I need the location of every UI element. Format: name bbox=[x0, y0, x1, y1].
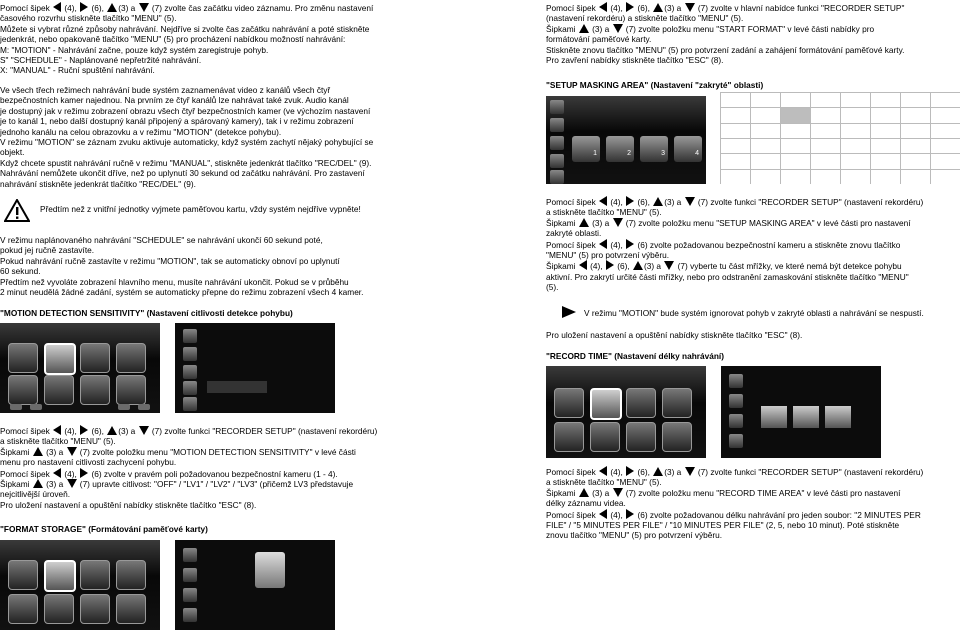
mask-grid-cell bbox=[750, 169, 781, 184]
arrow-down-icon bbox=[613, 488, 623, 497]
text-segment: Šipkami bbox=[0, 479, 32, 490]
mask-grid-cell bbox=[780, 107, 811, 123]
mask-grid-cell bbox=[720, 153, 751, 169]
text-line bbox=[0, 436, 377, 446]
arrow-up-icon bbox=[653, 467, 663, 476]
text-segment: (7) zvolte čas začátku video záznamu. Pro změnu nastavení bbox=[149, 3, 374, 13]
arrow-down-icon bbox=[685, 197, 695, 206]
arrow-left-icon bbox=[579, 260, 587, 270]
screenshot-masking-grid bbox=[720, 92, 960, 184]
menu-side-icon bbox=[550, 154, 564, 168]
text-line bbox=[546, 45, 904, 55]
text-segment: (4), bbox=[608, 3, 626, 13]
mask-grid-cell bbox=[870, 138, 901, 154]
text-segment: (4), bbox=[62, 426, 80, 436]
camera-tile-2: 2 bbox=[606, 136, 634, 162]
text-segment: (7) zvolte položku menu "MOTION DETECTION SENSITIVITY" v levé části bbox=[77, 446, 356, 457]
menu-side-icon bbox=[183, 381, 197, 395]
arrow-down-icon bbox=[685, 3, 695, 12]
mask-grid-cell bbox=[780, 169, 811, 184]
text-line bbox=[546, 196, 923, 207]
text-segment: (6), bbox=[614, 261, 632, 272]
text-segment: a stiskněte tlačítko "MENU" (5). bbox=[0, 436, 116, 447]
text-line: pokud jej ručně zastavíte. bbox=[0, 245, 95, 256]
arrow-up-icon bbox=[653, 3, 663, 12]
text-line bbox=[546, 207, 923, 217]
text-segment: (6) zvolte požadovanou bezpečnostní kameru a stiskněte znovu tlačítko bbox=[635, 239, 901, 250]
rec-icon bbox=[44, 343, 76, 375]
text-line bbox=[546, 218, 923, 228]
screenshot-main-menu bbox=[0, 323, 160, 413]
text-segment: Pomocí šipek bbox=[546, 509, 599, 520]
mask-grid-cell bbox=[780, 92, 811, 108]
text-line: bezpečnostních kamer najednou. Na prvním ze čtyř kanálů lze nahrávat také zvuk. Audio kanál bbox=[0, 95, 349, 106]
mask-grid-cell bbox=[870, 153, 901, 169]
menu-side-icon bbox=[729, 434, 743, 448]
arrow-left-icon bbox=[599, 466, 607, 476]
text-line: je to kanál 1, nebo další dostupný kanál připojený a spárovaný kamery), tak i v režimu zobrazení bbox=[0, 116, 354, 127]
screenshot-record-time bbox=[721, 366, 881, 458]
camera-tile-1: 1 bbox=[572, 136, 600, 162]
mask-grid-cell bbox=[930, 138, 960, 154]
text-line bbox=[546, 13, 904, 23]
text-segment: (6), bbox=[635, 3, 653, 13]
text-segment: (4), bbox=[608, 239, 626, 250]
arrow-down-icon bbox=[613, 24, 623, 33]
masking-save: Pro uložení nastavení a opuštění nabídky stiskněte tlačítko "ESC" (8). bbox=[546, 330, 803, 340]
arrow-up-icon bbox=[579, 24, 589, 33]
text-segment: Šipkami bbox=[0, 446, 32, 457]
text-line: Předtím než vyvoláte zobrazení hlavního menu, musíte nahrávání ukončit. Pokud se v průběhu bbox=[0, 276, 349, 287]
draw-icon bbox=[80, 560, 110, 590]
tools-icon bbox=[662, 388, 692, 418]
text-segment: (6), bbox=[89, 3, 107, 13]
rec-icon bbox=[590, 388, 622, 420]
text-segment: (6), bbox=[635, 467, 653, 477]
mask-grid-cell bbox=[900, 92, 931, 108]
text-line bbox=[546, 2, 904, 13]
text-segment: X: "MANUAL" - Ruční spuštění nahrávání. bbox=[0, 65, 155, 76]
text-line bbox=[546, 509, 923, 520]
text-line bbox=[0, 425, 377, 436]
mask-grid-cell bbox=[810, 138, 841, 154]
text-segment: (7) zvolte položku menu "SETUP MASKING AREA" v levé části pro nastavení bbox=[623, 217, 911, 228]
heading-record-time: "RECORD TIME" (Nastavení délky nahrávání) bbox=[546, 351, 724, 361]
mask-grid-cell bbox=[900, 138, 931, 154]
arrow-right-icon bbox=[80, 2, 88, 12]
intro-block bbox=[0, 2, 373, 76]
stop-recording-paragraph bbox=[0, 235, 363, 297]
arrow-left-icon bbox=[599, 2, 607, 12]
mask-grid-cell bbox=[930, 107, 960, 123]
arrow-right-icon bbox=[626, 196, 634, 206]
text-line: V režimu naplánovaného nahrávání "SCHEDULE" se nahrávání ukončí 60 sekund poté, bbox=[0, 235, 323, 245]
text-segment: (3) a bbox=[118, 426, 138, 436]
channels-paragraph bbox=[0, 85, 373, 189]
tools-icon bbox=[116, 343, 146, 373]
arrow-up-icon bbox=[33, 479, 43, 488]
arrow-left-icon bbox=[599, 196, 607, 206]
mask-grid-cell bbox=[780, 138, 811, 154]
off-button-2 bbox=[138, 404, 150, 410]
mask-grid-cell bbox=[750, 92, 781, 108]
camera-3-icon bbox=[44, 375, 74, 405]
menu-side-icon bbox=[729, 394, 743, 408]
text-line bbox=[546, 498, 923, 508]
text-line bbox=[0, 500, 377, 510]
mask-grid-cell bbox=[810, 169, 841, 184]
arrow-down-icon bbox=[139, 426, 149, 435]
text-segment: (4), bbox=[62, 3, 80, 13]
text-segment: (4), bbox=[608, 467, 626, 477]
heading-motion-detection: "MOTION DETECTION SENSITIVITY" (Nastavení citlivosti detekce pohybu) bbox=[0, 308, 293, 318]
text-segment: (6), bbox=[89, 426, 107, 436]
text-line: Pokud nahrávání ručně zastavíte v režimu "MOTION", tak se automaticky obnoví po uplynutí bbox=[0, 255, 340, 266]
camera-2-icon bbox=[554, 422, 584, 452]
text-segment: Šipkami bbox=[546, 217, 578, 228]
camera-3-icon bbox=[590, 422, 620, 452]
text-line bbox=[0, 447, 377, 457]
menu-side-icon bbox=[550, 136, 564, 150]
mask-grid-cell bbox=[720, 169, 751, 184]
text-segment: (4), bbox=[62, 468, 80, 479]
text-line bbox=[0, 24, 373, 34]
text-segment: (4), bbox=[608, 509, 626, 520]
arrow-right-icon bbox=[626, 466, 634, 476]
mask-grid-cell bbox=[870, 123, 901, 139]
time-option-2 bbox=[761, 406, 787, 428]
text-segment: Šipkami bbox=[546, 261, 578, 272]
text-line bbox=[546, 272, 923, 282]
text-line: Ve všech třech režimech nahrávání bude systém zaznamenávat video z kanálů všech čtyř bbox=[0, 85, 331, 95]
menu-side-icon bbox=[183, 365, 197, 379]
arrow-up-icon bbox=[579, 218, 589, 227]
format-instructions bbox=[546, 2, 904, 65]
text-segment: FILE" / "5 MINUTES PER FILE" / "10 MINUTES PER FILE" (2, 5, nebo 10 minut). Poté stiskněte bbox=[546, 520, 900, 531]
heading-format-storage: "FORMAT STORAGE" (Formátování paměťové karty) bbox=[0, 524, 208, 534]
film-icon bbox=[662, 422, 692, 452]
arrow-down-icon bbox=[139, 3, 149, 12]
text-line bbox=[546, 477, 923, 487]
mask-grid-cell bbox=[870, 92, 901, 108]
text-line: je dostupný jak v režimu zobrazení obrazu všech čtyř bezpečnostních kamer (ve výchozím nastavení bbox=[0, 105, 371, 116]
mask-grid-cell bbox=[870, 169, 901, 184]
arrow-down-icon bbox=[613, 218, 623, 227]
menu-side-icon bbox=[550, 118, 564, 132]
text-segment: Pomocí šipek bbox=[0, 468, 53, 479]
text-line bbox=[546, 260, 923, 271]
text-segment: (3) a bbox=[589, 217, 612, 228]
menu-side-icon bbox=[183, 329, 197, 343]
text-line bbox=[546, 239, 923, 250]
text-segment: Šipkami bbox=[546, 487, 578, 498]
draw-icon bbox=[80, 343, 110, 373]
menu-side-icon bbox=[183, 588, 197, 602]
text-segment: (4), bbox=[587, 261, 605, 272]
text-segment: (3) a bbox=[43, 479, 66, 490]
text-segment: Stiskněte znovu tlačítko "MENU" (5) pro potvrzení zadání a zahájení formátování paměťové karty. bbox=[546, 44, 905, 55]
text-line bbox=[0, 45, 373, 55]
text-line: objekt. bbox=[0, 147, 25, 158]
motion-instructions bbox=[0, 425, 377, 510]
warning-icon bbox=[4, 199, 30, 222]
screenshot-masking-menu bbox=[546, 96, 706, 184]
menu-side-icon bbox=[183, 347, 197, 361]
text-segment: (3) a bbox=[664, 467, 684, 477]
arrow-left-icon bbox=[53, 468, 61, 478]
text-segment: (6) zvolte v pravém poli požadovanou bezpečnostní kameru (1 - 4). bbox=[89, 468, 338, 479]
text-line bbox=[546, 55, 904, 65]
text-line: V režimu "MOTION" se záznam zvuku aktivuje automaticky, když systém zachytí nějaký pohybující se bbox=[0, 137, 374, 148]
text-line bbox=[0, 457, 377, 467]
mask-grid-cell bbox=[930, 92, 960, 108]
mask-grid-cell bbox=[900, 123, 931, 139]
text-line: Když chcete spustit nahrávání ručně v režimu "MANUAL", stiskněte jedenkrát tlačítko "REC/DEL" (9). bbox=[0, 157, 372, 168]
arrow-up-icon bbox=[33, 447, 43, 456]
text-segment: znovu tlačítko "MENU" (5) pro potvrzení výběru. bbox=[546, 530, 723, 541]
text-segment: (7) zvolte funkci "RECORDER SETUP" (nastavení rekordéru) bbox=[149, 426, 378, 436]
arrow-right-icon bbox=[606, 260, 614, 270]
text-line bbox=[546, 34, 904, 44]
text-segment: "MENU" (5) pro potvrzení výběru. bbox=[546, 250, 670, 261]
mask-grid-cell bbox=[810, 123, 841, 139]
arrow-left-icon bbox=[53, 425, 61, 435]
time-option-10 bbox=[825, 406, 851, 428]
text-line bbox=[0, 13, 373, 23]
text-segment: Pomocí šipek bbox=[546, 197, 599, 207]
mask-grid-cell bbox=[810, 153, 841, 169]
text-segment: Pomocí šipek bbox=[546, 467, 599, 477]
tools-icon bbox=[116, 560, 146, 590]
camera-2-icon bbox=[8, 594, 38, 624]
text-segment: (7) upravte citlivost: "OFF" / "LV1" / "LV2" / "LV3" (přičemž LV3 představuje bbox=[77, 479, 354, 490]
arrow-right-icon bbox=[80, 425, 88, 435]
arrow-right-icon bbox=[626, 2, 634, 12]
masking-note: V režimu "MOTION" bude systém ignorovat pohyb v zakryté oblasti a nahrávání se nespustí. bbox=[584, 308, 924, 318]
menu-side-icon bbox=[729, 374, 743, 388]
mask-grid-cell bbox=[900, 107, 931, 123]
mask-grid-cell bbox=[750, 123, 781, 139]
level-bar bbox=[207, 381, 267, 393]
camera-icon bbox=[554, 388, 584, 418]
arrow-down-icon bbox=[685, 467, 695, 476]
heading-masking-area: "SETUP MASKING AREA" (Nastavení "zakryté" oblasti) bbox=[546, 80, 764, 90]
text-line bbox=[546, 250, 923, 260]
text-line bbox=[0, 479, 377, 489]
text-segment: délky záznamu videa. bbox=[546, 498, 626, 509]
mask-grid-cell bbox=[900, 153, 931, 169]
text-segment: M: "MOTION" - Nahrávání začne, pouze když systém zaregistruje pohyb. bbox=[0, 44, 269, 55]
text-segment: Pro uložení nastavení a opuštění nabídky stiskněte tlačítko "ESC" (8). bbox=[0, 499, 257, 510]
text-segment: Šipkami bbox=[546, 23, 578, 34]
mask-grid-cell bbox=[870, 107, 901, 123]
camera-icon bbox=[8, 560, 38, 590]
text-line: 60 sekund. bbox=[0, 266, 41, 277]
text-segment: zakryté oblasti. bbox=[546, 228, 602, 239]
text-line bbox=[546, 488, 923, 498]
text-segment: (3) a bbox=[643, 261, 664, 272]
text-segment: jedenkrát, nebo opakovaně tlačítko "MENU" (5) pro procházení nabídkou možností nahrávání: bbox=[0, 34, 346, 45]
mask-grid-cell bbox=[840, 153, 871, 169]
screenshot-format-card bbox=[175, 540, 335, 630]
text-segment: (7) zvolte funkci "RECORDER SETUP" (nastavení rekordéru) bbox=[695, 467, 924, 477]
text-line bbox=[0, 55, 373, 65]
mask-grid-cell bbox=[750, 107, 781, 123]
sd-card-icon bbox=[255, 552, 285, 588]
text-segment: (3) a bbox=[664, 197, 684, 207]
text-segment: Pomocí šipek bbox=[546, 3, 599, 13]
menu-side-icon bbox=[183, 548, 197, 562]
off-button bbox=[30, 404, 42, 410]
text-line bbox=[546, 530, 923, 540]
time-option-5 bbox=[793, 406, 819, 428]
text-segment: aktivní. Pro zakrytí určité části mřížky, nebo pro odstranění zamaskování stiskněte tlačítko "MENU" bbox=[546, 271, 909, 282]
menu-side-icon bbox=[729, 414, 743, 428]
text-segment: (3) a bbox=[589, 487, 612, 498]
text-segment: a stiskněte tlačítko "MENU" (5). bbox=[546, 477, 662, 488]
text-segment: a stiskněte tlačítko "MENU" (5). bbox=[546, 207, 662, 218]
menu-side-icon bbox=[183, 568, 197, 582]
mask-grid-cell bbox=[750, 138, 781, 154]
arrow-up-icon bbox=[579, 488, 589, 497]
camera-2-icon bbox=[8, 375, 38, 405]
note-arrow-icon bbox=[562, 306, 576, 318]
text-segment: Pomocí šipek bbox=[0, 3, 53, 13]
warning-text: Předtím než z vnitřní jednotky vyjmete paměťovou kartu, vždy systém nejdříve vypněte! bbox=[40, 204, 361, 214]
mask-grid-cell bbox=[930, 123, 960, 139]
mask-grid-cell bbox=[810, 107, 841, 123]
rec-icon bbox=[44, 560, 76, 592]
text-segment: (7) zvolte položku menu "RECORD TIME AREA" v levé části pro nastavení bbox=[623, 487, 901, 498]
mask-grid-cell bbox=[810, 92, 841, 108]
arrow-up-icon bbox=[653, 197, 663, 206]
on-button-2 bbox=[118, 404, 130, 410]
text-segment: časového rozvrhu stiskněte tlačítko "MENU" (5). bbox=[0, 13, 177, 24]
arrow-right-icon bbox=[626, 239, 634, 249]
masking-instructions bbox=[546, 196, 923, 293]
mask-grid-cell bbox=[720, 107, 751, 123]
mask-grid-cell bbox=[720, 123, 751, 139]
arrow-left-icon bbox=[599, 239, 607, 249]
text-line: 2 minut neudělá žádné zadání, systém se automaticky přepne do režimu zobrazení všech 4 kamer. bbox=[0, 287, 364, 298]
text-segment: (3) a bbox=[43, 446, 66, 457]
arrow-up-icon bbox=[107, 3, 117, 12]
camera-tile-4: 4 bbox=[674, 136, 702, 162]
folder-icon bbox=[80, 594, 110, 624]
text-segment: (7) zvolte v hlavní nabídce funkci "RECORDER SETUP" bbox=[695, 3, 905, 13]
text-line bbox=[0, 65, 373, 75]
text-line bbox=[546, 466, 923, 477]
arrow-right-icon bbox=[80, 468, 88, 478]
mask-grid-cell bbox=[930, 169, 960, 184]
mask-grid-cell bbox=[900, 169, 931, 184]
menu-side-icon bbox=[183, 397, 197, 411]
text-segment: (4), bbox=[608, 197, 626, 207]
arrow-down-icon bbox=[67, 479, 77, 488]
text-line bbox=[0, 489, 377, 499]
menu-side-icon bbox=[550, 100, 564, 114]
arrow-up-icon bbox=[107, 426, 117, 435]
text-line bbox=[0, 34, 373, 44]
record-instructions bbox=[546, 466, 923, 541]
film-icon bbox=[116, 594, 146, 624]
draw-icon bbox=[626, 388, 656, 418]
text-segment: (3) a bbox=[589, 23, 612, 34]
mask-grid-cell bbox=[840, 169, 871, 184]
text-segment: (3) a bbox=[664, 3, 684, 13]
mask-grid-cell bbox=[930, 153, 960, 169]
text-segment: (5). bbox=[546, 282, 559, 293]
text-segment: (6), bbox=[635, 197, 653, 207]
text-segment: S" "SCHEDULE" - Naplánované nepřetržité nahrávání. bbox=[0, 55, 202, 66]
mask-grid-cell bbox=[840, 92, 871, 108]
text-line bbox=[0, 2, 373, 13]
text-segment: (6) zvolte požadovanou délku nahrávání pro jeden soubor: "2 MINUTES PER bbox=[635, 509, 921, 520]
folder-icon bbox=[80, 375, 110, 405]
screenshot-record-menu bbox=[546, 366, 706, 458]
arrow-down-icon bbox=[664, 261, 674, 270]
mask-grid-cell bbox=[840, 107, 871, 123]
mask-grid-cell bbox=[720, 138, 751, 154]
menu-side-icon bbox=[550, 170, 564, 184]
mask-grid-cell bbox=[780, 153, 811, 169]
film-icon bbox=[116, 375, 146, 405]
text-segment: Pro zavření nabídky stiskněte tlačítko "ESC" (8). bbox=[546, 55, 724, 66]
text-segment: (7) zvolte položku menu "START FORMAT" v levé části nabídky pro bbox=[623, 23, 875, 34]
arrow-left-icon bbox=[599, 509, 607, 519]
folder-icon bbox=[626, 422, 656, 452]
text-line bbox=[0, 468, 377, 479]
text-segment: Můžete si vybrat různé způsoby nahrávání. Nejdříve si zvolte čas začátku nahrávání a poté stiskněte bbox=[0, 23, 370, 34]
mask-grid-cell bbox=[780, 123, 811, 139]
text-line bbox=[546, 24, 904, 34]
text-segment: nejcitlivější úroveň. bbox=[0, 489, 71, 500]
text-segment: Pomocí šipek bbox=[0, 426, 53, 436]
text-line bbox=[546, 520, 923, 530]
arrow-up-icon bbox=[633, 261, 643, 270]
text-line: Nahrávání nemůžete ukončit dříve, než po uplynutí 30 sekund od začátku nahrávání. Pro zastavení bbox=[0, 168, 365, 179]
screenshot-motion-sensitivity bbox=[175, 323, 335, 413]
text-segment: (7) zvolte funkci "RECORDER SETUP" (nastavení rekordéru) bbox=[695, 197, 924, 207]
screenshot-format-menu bbox=[0, 540, 160, 630]
text-segment: (7) vyberte tu část mřížky, ve které nemá být detekce pohybu bbox=[675, 261, 902, 272]
mask-grid-cell bbox=[840, 123, 871, 139]
text-line: nahrávání stiskněte jedenkrát tlačítko "REC/DEL" (9). bbox=[0, 178, 196, 189]
arrow-down-icon bbox=[67, 447, 77, 456]
text-line bbox=[546, 282, 923, 292]
menu-side-icon bbox=[183, 608, 197, 622]
camera-3-icon bbox=[44, 594, 74, 624]
text-segment: (3) a bbox=[118, 3, 138, 13]
mask-grid-cell bbox=[840, 138, 871, 154]
text-segment: menu pro nastavení citlivosti zachycení pohybu. bbox=[0, 457, 177, 468]
on-button bbox=[10, 404, 22, 410]
camera-tile-3: 3 bbox=[640, 136, 668, 162]
text-segment: Pomocí šipek bbox=[546, 239, 599, 250]
text-line: jednoho kanálu na celou obrazovku a v režimu "MOTION" (detekce pohybu). bbox=[0, 126, 282, 137]
mask-grid-cell bbox=[720, 92, 751, 108]
camera-icon bbox=[8, 343, 38, 373]
mask-grid-cell bbox=[750, 153, 781, 169]
arrow-left-icon bbox=[53, 2, 61, 12]
text-segment: (nastavení rekordéru) a stiskněte tlačítko "MENU" (5). bbox=[546, 13, 744, 24]
arrow-right-icon bbox=[626, 509, 634, 519]
text-segment: formátování paměťové karty. bbox=[546, 34, 652, 45]
text-line bbox=[546, 228, 923, 238]
